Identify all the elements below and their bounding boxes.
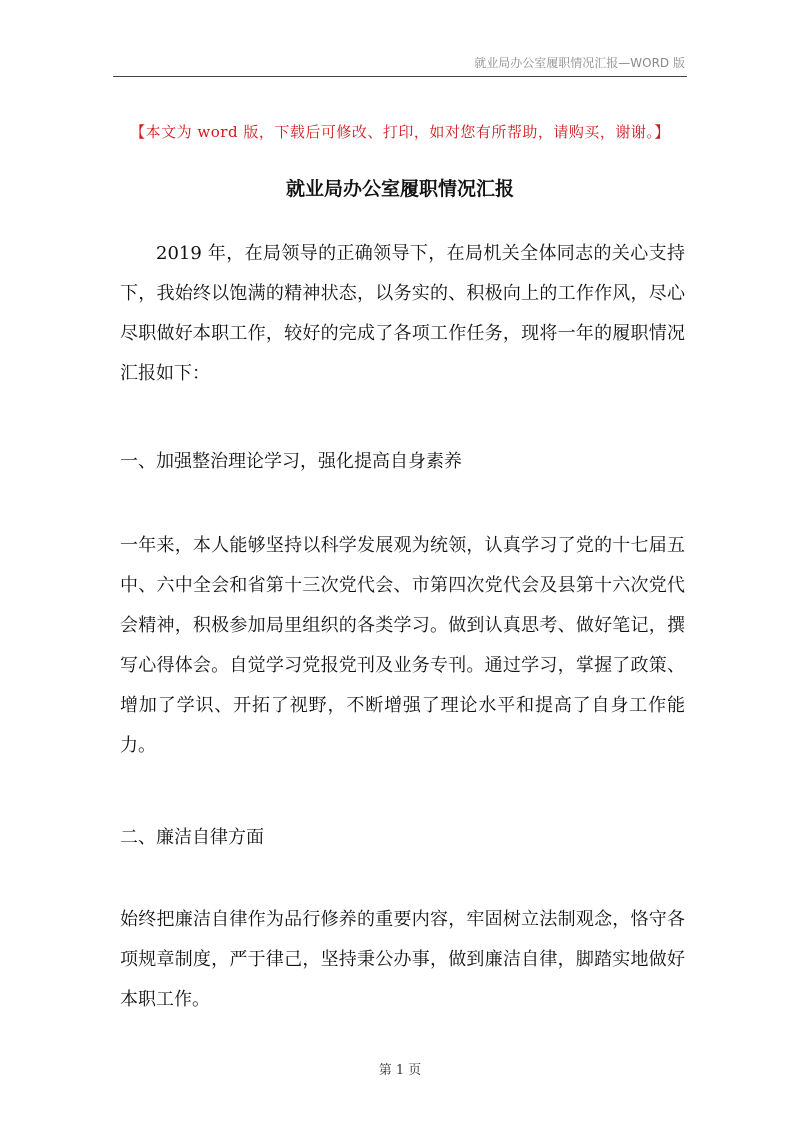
section-1-heading: 一、加强整治理论学习，强化提高自身素养 [120,451,462,472]
running-header: 就业局办公室履职情况汇报—WORD 版 [474,56,685,70]
section-1-body: 一年来，本人能够坚持以科学发展观为统领，认真学习了党的十七届五中、六中全会和省第十三次党代会、市第四次党代会及县第十六次党代会精神，积极参加局里组织的各类学习。做到认真思考、做好笔记，撰写心得体会。自觉学习党报党刊及业务专刊。通过学习，掌握了政策、增加了学识、开拓了视野，不断增强了理论水平和提高了自身工作能力。 [120,535,685,756]
section-2-body: 始终把廉洁自律作为品行修养的重要内容，牢固树立法制观念，恪守各项规章制度，严于律己，坚持秉公办事，做到廉洁自律，脚踏实地做好本职工作。 [120,909,685,1010]
document-title: 就业局办公室履职情况汇报 [285,178,514,200]
purchase-notice: 【本文为 word 版，下载后可修改、打印，如对您有所帮助，请购买，谢谢。】 [130,123,670,141]
header-divider [113,76,687,77]
intro-paragraph: 2019 年，在局领导的正确领导下，在局机关全体同志的关心支持下，我始终以饱满的精神状态，以务实的、积极向上的工作作风，尽心尽职做好本职工作，较好的完成了各项工作任务，现将一年的履职情况汇报如下： [120,243,685,384]
page-number: 第 1 页 [378,1063,422,1078]
section-2-heading: 二、廉洁自律方面 [120,827,264,848]
